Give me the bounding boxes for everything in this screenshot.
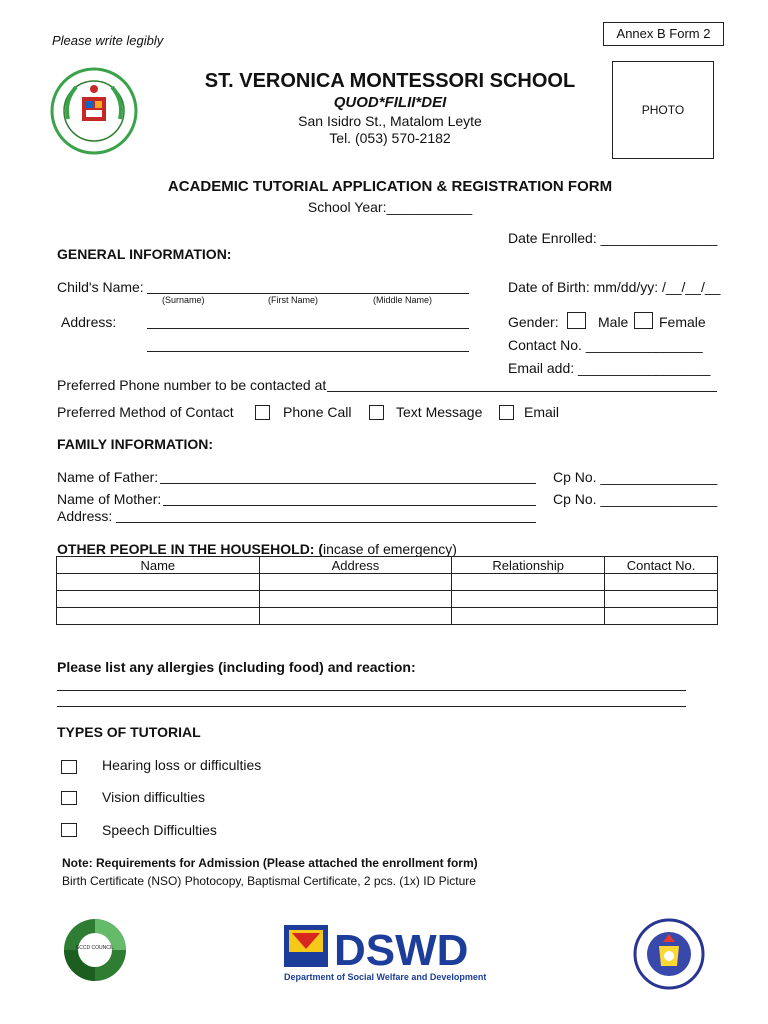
surname-hint: (Surname) (162, 295, 205, 305)
table-cell[interactable] (259, 591, 452, 608)
annex-label: Annex B Form 2 (603, 22, 724, 46)
table-cell[interactable] (259, 608, 452, 625)
female-checkbox[interactable] (634, 312, 653, 329)
table-row (57, 574, 718, 591)
hearing-label: Hearing loss or difficulties (102, 757, 262, 773)
speech-label: Speech Difficulties (102, 822, 217, 838)
general-info-heading: GENERAL INFORMATION: (57, 246, 232, 262)
school-seal-logo (50, 67, 138, 155)
household-heading: OTHER PEOPLE IN THE HOUSEHOLD: (incase of emergency) (57, 541, 457, 557)
email-checkbox[interactable] (499, 405, 514, 420)
deped-seal-logo (633, 918, 705, 990)
childs-name-line[interactable] (147, 293, 469, 294)
requirements-note-title: Note: Requirements for Admission (Please attached the enrollment form) (62, 856, 478, 870)
table-row (57, 608, 718, 625)
table-cell[interactable] (452, 608, 605, 625)
column-header-relationship: Relationship (452, 557, 605, 574)
school-name: ST. VERONICA MONTESSORI SCHOOL (204, 70, 576, 92)
allergies-line-1[interactable] (57, 690, 686, 691)
dswd-logo (282, 921, 486, 985)
column-header-name: Name (57, 557, 260, 574)
middle-name-hint: (Middle Name) (373, 295, 433, 305)
eccd-text: ECCD COUNCIL (75, 945, 115, 951)
phone-call-label: Phone Call (283, 404, 352, 420)
table-cell[interactable] (57, 574, 260, 591)
contact-no-field[interactable]: Contact No. _______________ (508, 337, 703, 353)
address-line-1[interactable] (147, 328, 469, 329)
speech-checkbox[interactable] (61, 823, 77, 837)
column-header-address: Address (259, 557, 452, 574)
household-table (56, 556, 718, 625)
allergies-heading: Please list any allergies (including food) and reaction: (57, 659, 416, 675)
requirements-note-body: Birth Certificate (NSO) Photocopy, Baptismal Certificate, 2 pcs. (1x) ID Picture (62, 874, 476, 888)
vision-checkbox[interactable] (61, 791, 77, 805)
childs-name-label: Child's Name: (57, 279, 144, 295)
female-label: Female (659, 314, 706, 330)
school-address: San Isidro St., Matalom Leyte (298, 113, 482, 129)
table-cell[interactable] (605, 574, 718, 591)
date-enrolled-field[interactable]: Date Enrolled: _______________ (508, 230, 718, 246)
family-address-label: Address: (57, 508, 113, 524)
table-cell[interactable] (605, 608, 718, 625)
male-label: Male (598, 314, 629, 330)
preferred-phone-line[interactable] (327, 391, 717, 392)
dswd-subtitle: Department of Social Welfare and Development (284, 972, 486, 982)
school-motto: QUOD*FILII*DEI (333, 94, 447, 111)
vision-label: Vision difficulties (102, 789, 205, 805)
school-tel: Tel. (053) 570-2182 (329, 130, 451, 146)
date-of-birth-field[interactable]: Date of Birth: mm/dd/yy: /__/__/__ (508, 279, 721, 295)
family-address-line[interactable] (116, 522, 536, 523)
father-line[interactable] (160, 483, 536, 484)
write-legibly-note: Please write legibly (52, 33, 164, 48)
mother-cp-field[interactable]: Cp No. _______________ (553, 491, 718, 507)
table-cell[interactable] (452, 591, 605, 608)
address-label: Address: (61, 314, 117, 330)
preferred-method-label: Preferred Method of Contact (57, 404, 234, 420)
mother-line[interactable] (163, 505, 536, 506)
table-cell[interactable] (605, 591, 718, 608)
table-cell[interactable] (57, 608, 260, 625)
tutorial-types-heading: TYPES OF TUTORIAL (57, 724, 201, 740)
father-label: Name of Father: (57, 469, 159, 485)
address-line-2[interactable] (147, 351, 469, 352)
column-header-contact: Contact No. (605, 557, 718, 574)
email-field[interactable]: Email add: _________________ (508, 360, 711, 376)
email-method-label: Email (524, 404, 560, 420)
first-name-hint: (First Name) (268, 295, 318, 305)
family-info-heading: FAMILY INFORMATION: (57, 436, 214, 452)
table-cell[interactable] (452, 574, 605, 591)
table-row (57, 591, 718, 608)
gender-label: Gender: (508, 314, 559, 330)
text-message-checkbox[interactable] (369, 405, 384, 420)
male-checkbox[interactable] (567, 312, 586, 329)
phone-call-checkbox[interactable] (255, 405, 270, 420)
table-header-row (57, 557, 718, 574)
table-cell[interactable] (259, 574, 452, 591)
father-cp-field[interactable]: Cp No. _______________ (553, 469, 718, 485)
mother-label: Name of Mother: (57, 491, 162, 507)
school-year-field[interactable]: School Year:___________ (307, 199, 473, 215)
allergies-line-2[interactable] (57, 706, 686, 707)
eccd-council-logo (62, 917, 128, 983)
form-title: ACADEMIC TUTORIAL APPLICATION & REGISTRATION FORM (167, 178, 613, 195)
hearing-checkbox[interactable] (61, 760, 77, 774)
text-message-label: Text Message (396, 404, 483, 420)
dswd-wordmark: DSWD (334, 926, 469, 975)
photo-box[interactable]: PHOTO (612, 61, 714, 159)
table-cell[interactable] (57, 591, 260, 608)
preferred-phone-label: Preferred Phone number to be contacted at (57, 377, 327, 393)
